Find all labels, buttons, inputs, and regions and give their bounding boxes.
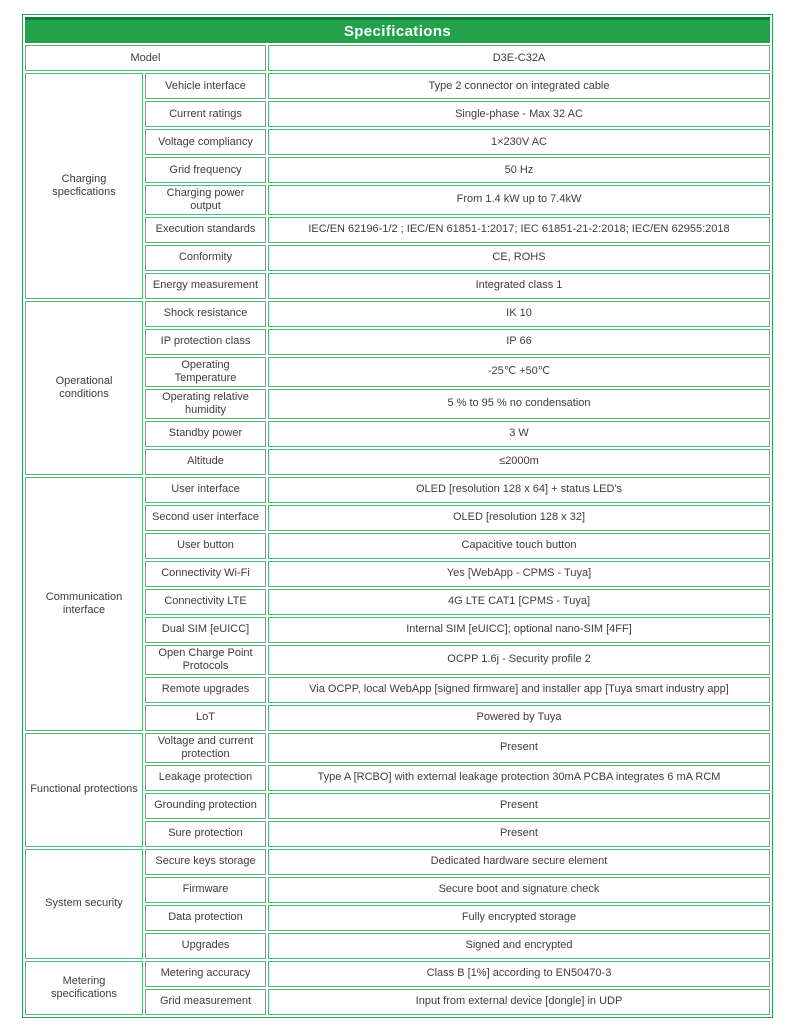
spec-value: Present [268, 793, 770, 819]
group-label-charging: Charging specfications [25, 73, 143, 299]
spec-value: Via OCPP, local WebApp [signed firmware] and installer app [Tuya smart industry app] [268, 677, 770, 703]
spec-label: Firmware [145, 877, 266, 903]
spec-value: Present [268, 821, 770, 847]
spec-label: Energy measurement [145, 273, 266, 299]
spec-label: Secure keys storage [145, 849, 266, 875]
spec-value: D3E-C32A [268, 45, 770, 71]
spec-value: Yes [WebApp - CPMS - Tuya] [268, 561, 770, 587]
spec-label: Operating Temperature [145, 357, 266, 387]
spec-label: Data protection [145, 905, 266, 931]
spec-label: Upgrades [145, 933, 266, 959]
model-row [25, 45, 770, 71]
spec-label: Connectivity Wi-Fi [145, 561, 266, 587]
spec-label: Standby power [145, 421, 266, 447]
spec-label: Voltage compliancy [145, 129, 266, 155]
spec-label: Grid measurement [145, 989, 266, 1015]
group-label-communication: Communication interface [25, 477, 143, 731]
spec-value: From 1.4 kW up to 7.4kW [268, 185, 770, 215]
spec-label: Vehicle interface [145, 73, 266, 99]
spec-row [25, 477, 770, 503]
spec-value: Secure boot and signature check [268, 877, 770, 903]
spec-value: OCPP 1.6j - Security profile 2 [268, 645, 770, 675]
specifications-table [22, 14, 773, 1018]
spec-value: Single-phase - Max 32 AC [268, 101, 770, 127]
spec-value: Integrated class 1 [268, 273, 770, 299]
spec-label: Metering accuracy [145, 961, 266, 987]
spec-value: IP 66 [268, 329, 770, 355]
spec-label: Grid frequency [145, 157, 266, 183]
spec-label: IP protection class [145, 329, 266, 355]
spec-value: 1×230V AC [268, 129, 770, 155]
spec-row [25, 733, 770, 763]
spec-label: Dual SIM [eUICC] [145, 617, 266, 643]
spec-value: Dedicated hardware secure element [268, 849, 770, 875]
group-label-metering: Metering specifications [25, 961, 143, 1015]
spec-value: -25℃ +50℃ [268, 357, 770, 387]
spec-label: Grounding protection [145, 793, 266, 819]
title-row [25, 17, 770, 43]
group-label-security: System security [25, 849, 143, 959]
spec-label: Operating relative humidity [145, 389, 266, 419]
spec-label: Sure protection [145, 821, 266, 847]
spec-label: Second user interface [145, 505, 266, 531]
spec-label: Altitude [145, 449, 266, 475]
spec-value: Type A [RCBO] with external leakage protection 30mA PCBA integrates 6 mA RCM [268, 765, 770, 791]
spec-value: Internal SIM [eUICC]; optional nano-SIM [4FF] [268, 617, 770, 643]
spec-label: Shock resistance [145, 301, 266, 327]
spec-label: Model [25, 45, 266, 71]
page-title: Specifications [25, 17, 770, 43]
spec-label: Voltage and current protection [145, 733, 266, 763]
spec-value: Class B [1%] according to EN50470-3 [268, 961, 770, 987]
spec-value: ≤2000m [268, 449, 770, 475]
spec-row [25, 849, 770, 875]
spec-label: Charging power output [145, 185, 266, 215]
spec-value: Type 2 connector on integrated cable [268, 73, 770, 99]
group-label-functional: Functional protections [25, 733, 143, 847]
spec-label: Leakage protection [145, 765, 266, 791]
spec-label: User button [145, 533, 266, 559]
spec-value: IK 10 [268, 301, 770, 327]
spec-label: Execution standards [145, 217, 266, 243]
spec-row [25, 301, 770, 327]
spec-value: 4G LTE CAT1 [CPMS - Tuya] [268, 589, 770, 615]
spec-row [25, 961, 770, 987]
spec-value: OLED [resolution 128 x 32] [268, 505, 770, 531]
spec-value: Fully encrypted storage [268, 905, 770, 931]
spec-value: 50 Hz [268, 157, 770, 183]
spec-label: LoT [145, 705, 266, 731]
spec-value: Present [268, 733, 770, 763]
group-label-operational: Operational conditions [25, 301, 143, 475]
spec-value: 3 W [268, 421, 770, 447]
spec-label: Connectivity LTE [145, 589, 266, 615]
spec-label: User interface [145, 477, 266, 503]
spec-value: 5 % to 95 % no condensation [268, 389, 770, 419]
spec-value: Signed and encrypted [268, 933, 770, 959]
spec-row [25, 73, 770, 99]
spec-label: Conformity [145, 245, 266, 271]
spec-value: CE, ROHS [268, 245, 770, 271]
spec-label: Open Charge Point Protocols [145, 645, 266, 675]
spec-value: IEC/EN 62196-1/2 ; IEC/EN 61851-1:2017; IEC 61851-21-2:2018; IEC/EN 62955:2018 [268, 217, 770, 243]
spec-value: Powered by Tuya [268, 705, 770, 731]
spec-value: Capacitive touch button [268, 533, 770, 559]
spec-label: Remote upgrades [145, 677, 266, 703]
spec-value: Input from external device [dongle] in UDP [268, 989, 770, 1015]
spec-label: Current ratings [145, 101, 266, 127]
spec-value: OLED [resolution 128 x 64] + status LED's [268, 477, 770, 503]
